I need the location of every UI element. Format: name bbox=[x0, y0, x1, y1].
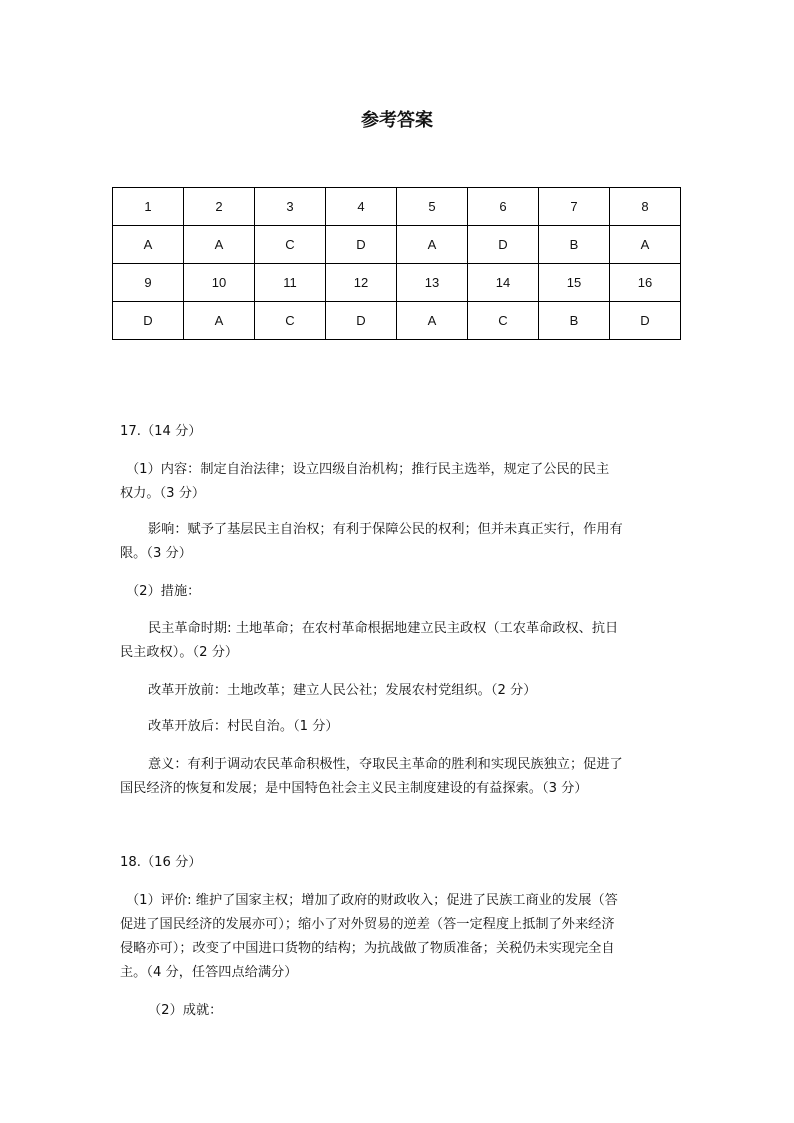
table-cell: A bbox=[610, 226, 681, 264]
table-row bbox=[113, 302, 681, 340]
q18-heading: 18.（16 分） bbox=[120, 855, 202, 870]
table-cell: 16 bbox=[610, 264, 681, 302]
answer-table bbox=[112, 187, 681, 340]
table-cell: A bbox=[113, 226, 184, 264]
table-cell: D bbox=[113, 302, 184, 340]
q18-part1-line3: 侵略亦可）；改变了中国进口货物的结构；为抗战做了物质准备；关税仍未实现完全自 bbox=[120, 941, 615, 956]
table-cell: D bbox=[326, 302, 397, 340]
q17-part2-heading: （2）措施： bbox=[126, 584, 201, 599]
q17-measures-line2: 民主政权）。（2 分） bbox=[120, 645, 239, 660]
table-cell: 1 bbox=[113, 188, 184, 226]
table-row bbox=[113, 188, 681, 226]
q17-significance-line1: 意义：有利于调动农民革命积极性，夺取民主革命的胜利和实现民族独立；促进了 bbox=[148, 757, 623, 772]
table-cell: 12 bbox=[326, 264, 397, 302]
table-cell: A bbox=[397, 226, 468, 264]
q17-heading: 17.（14 分） bbox=[120, 424, 202, 439]
table-cell: A bbox=[184, 226, 255, 264]
table-cell: 5 bbox=[397, 188, 468, 226]
q18-part1-line4: 主。（4 分，任答四点给满分） bbox=[120, 965, 298, 980]
q17-impact-line1: 影响：赋予了基层民主自治权；有利于保障公民的权利；但并未真正实行，作用有 bbox=[148, 522, 623, 537]
table-cell: B bbox=[539, 302, 610, 340]
q18-part1-line2: 促进了国民经济的发展亦可）；缩小了对外贸易的逆差（答一定程度上抵制了外来经济 bbox=[120, 917, 615, 932]
table-cell: 3 bbox=[255, 188, 326, 226]
table-cell: 13 bbox=[397, 264, 468, 302]
q17-measures-line1: 民主革命时期: 土地革命；在农村革命根据地建立民主政权（工农革命政权、抗日 bbox=[148, 621, 619, 636]
table-cell: A bbox=[184, 302, 255, 340]
q17-part1-line2: 权力。（3 分） bbox=[120, 486, 206, 501]
table-cell: 8 bbox=[610, 188, 681, 226]
q18-part2-heading: （2）成就： bbox=[148, 1003, 223, 1018]
q17-part1-line1: （1）内容：制定自治法律；设立四级自治机构；推行民主选举，规定了公民的民主 bbox=[126, 462, 610, 477]
page-title: 参考答案 bbox=[361, 110, 433, 131]
q17-before-reform: 改革开放前：土地改革；建立人民公社；发展农村党组织。（2 分） bbox=[148, 683, 537, 698]
table-cell: C bbox=[468, 302, 539, 340]
table-cell: 10 bbox=[184, 264, 255, 302]
q17-significance-line2: 国民经济的恢复和发展；是中国特色社会主义民主制度建设的有益探索。（3 分） bbox=[120, 781, 588, 796]
table-cell: D bbox=[468, 226, 539, 264]
q17-impact-line2: 限。（3 分） bbox=[120, 546, 192, 561]
table-cell: 15 bbox=[539, 264, 610, 302]
table-row bbox=[113, 264, 681, 302]
table-cell: C bbox=[255, 226, 326, 264]
table-cell: D bbox=[326, 226, 397, 264]
q18-part1-line1: （1）评价: 维护了国家主权；增加了政府的财政收入；促进了民族工商业的发展（答 bbox=[126, 893, 618, 908]
table-cell: D bbox=[610, 302, 681, 340]
table-cell: 4 bbox=[326, 188, 397, 226]
table-cell: 6 bbox=[468, 188, 539, 226]
table-cell: 14 bbox=[468, 264, 539, 302]
table-cell: A bbox=[397, 302, 468, 340]
table-cell: 2 bbox=[184, 188, 255, 226]
table-cell: 11 bbox=[255, 264, 326, 302]
table-cell: 7 bbox=[539, 188, 610, 226]
table-cell: 9 bbox=[113, 264, 184, 302]
q17-after-reform: 改革开放后：村民自治。（1 分） bbox=[148, 719, 339, 734]
table-cell: B bbox=[539, 226, 610, 264]
table-row bbox=[113, 226, 681, 264]
table-cell: C bbox=[255, 302, 326, 340]
